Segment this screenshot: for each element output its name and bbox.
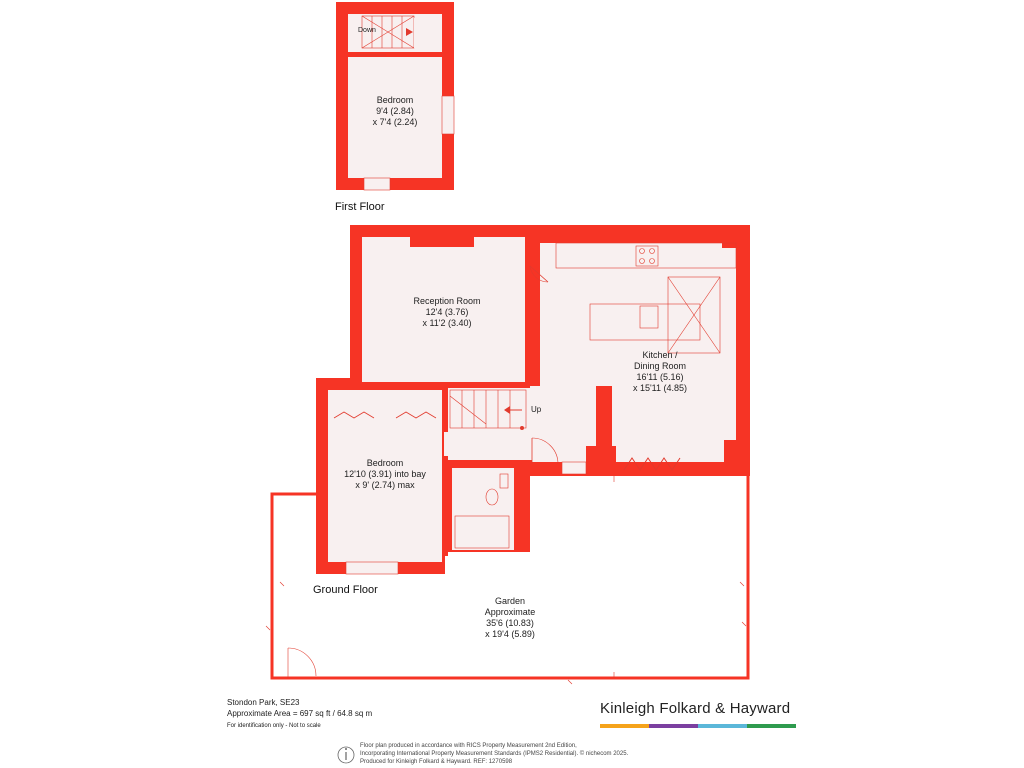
room-dim-1: 16'11 (5.16) [636, 372, 684, 382]
room-dim-1: 12'10 (3.91) into bay [344, 469, 426, 479]
property-address: Stondon Park, SE23 [227, 698, 300, 707]
garden-name-1: Garden [494, 596, 526, 606]
bathroom-area [452, 468, 514, 550]
brand-stripe-purple [649, 724, 698, 728]
room-dim-2: x 15'11 (4.85) [632, 383, 688, 393]
note-line-2: Incorporating International Property Measurement Standards (IPMS2 Residential). © nichecom 2025. [360, 751, 629, 757]
room-name: Reception Room [413, 296, 481, 306]
garden-dim-1: 35'6 (10.83) [486, 618, 534, 628]
first-floor-bedroom-label [348, 95, 442, 128]
garden-label [460, 596, 560, 640]
brand-stripe-orange [600, 724, 649, 728]
room-dim-1: 9'4 (2.84) [376, 106, 414, 116]
ground-floor-plan [316, 225, 750, 574]
hallway-area [444, 388, 596, 462]
approximate-area: Approximate Area = 697 sq ft / 64.8 sq m [227, 709, 373, 718]
room-dim-2: x 7'4 (2.24) [372, 117, 418, 127]
first-floor-stairs-label: Down [358, 27, 376, 34]
brand-stripe-blue [698, 724, 747, 728]
room-name-2: Dining Room [633, 361, 687, 371]
room-name: Bedroom [366, 458, 404, 468]
reception-chimney-breast [410, 237, 474, 247]
info-icon [338, 747, 354, 763]
brand-name: Kinleigh Folkard & Hayward [600, 700, 791, 717]
room-name-1: Kitchen / [642, 350, 678, 360]
disclaimer: For identification only - Not to scale [227, 723, 321, 729]
room-dim-2: x 9' (2.74) max [355, 480, 415, 490]
ground-bedroom-label [330, 458, 440, 491]
room-dim-1: 12'4 (3.76) [425, 307, 469, 317]
room-name: Bedroom [376, 95, 414, 105]
bedroom-bay-window [346, 562, 398, 574]
reception-room-label [384, 296, 510, 329]
garden-dim-2: x 19'4 (5.89) [485, 629, 535, 639]
brand-stripe-green [747, 724, 796, 728]
measurement-notes [360, 742, 628, 766]
note-line-1: Floor plan produced in accordance with RICS Property Measurement 2nd Edition, [360, 743, 577, 749]
ground-floor-stairs-label: Up [531, 405, 542, 414]
garden-name-2: Approximate [484, 607, 536, 617]
first-floor-window-south [364, 178, 390, 190]
kitchen-dining-label [610, 350, 710, 394]
ground-floor-title: Ground Floor [313, 584, 378, 596]
note-line-3: Produced for Kinleigh Folkard & Hayward. REF: 1270598 [360, 759, 513, 765]
room-dim-2: x 11'2 (3.40) [422, 318, 472, 328]
first-floor-window-east [442, 96, 454, 134]
first-floor-title: First Floor [335, 201, 385, 213]
